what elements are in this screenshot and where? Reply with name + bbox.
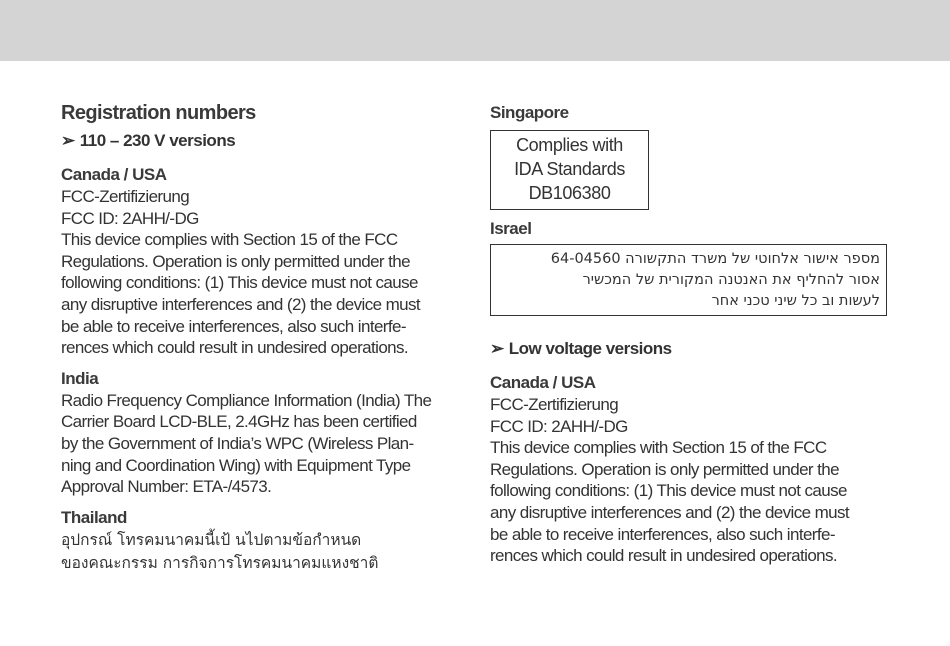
text-line: any disruptive interferences and (2) the device must — [61, 294, 421, 314]
box-line: מספר אישור אלחוטי של משרד התקשורה 64-04560 — [550, 251, 880, 267]
text-line: rences which could result in undesired operations. — [61, 338, 409, 358]
section-heading: Singapore — [490, 103, 569, 122]
text-line: Approval Number: ETA-/4573. — [61, 477, 272, 497]
canada-usa-section — [490, 372, 890, 567]
arrow-right-icon: ➢ — [490, 339, 504, 358]
text-line: be able to receive interferences, also such interfe- — [61, 316, 406, 336]
text-line: following conditions: (1) This device must not cause — [490, 481, 847, 501]
section-heading: Israel — [490, 219, 532, 238]
text-line: by the Government of India’s WPC (Wireless Plan- — [61, 433, 414, 453]
india-section — [61, 368, 461, 498]
thailand-section — [61, 507, 461, 575]
version-heading — [490, 338, 890, 360]
text-line: Carrier Board LCD-BLE, 2.4GHz has been certified — [61, 412, 417, 432]
box-line: Complies with — [516, 135, 623, 155]
section-heading: India — [61, 368, 99, 388]
singapore-section — [490, 100, 890, 210]
text-line: following conditions: (1) This device must not cause — [61, 273, 418, 293]
text-line: any disruptive interferences and (2) the device must — [490, 502, 850, 522]
box-line: אסור להחליף את האנטנה המקורית של המכשיר — [582, 272, 880, 288]
version-label: Low voltage versions — [508, 339, 672, 358]
text-line: ของคณะกรรม การกิจการโทรคมนาคมแหงชาติ — [61, 553, 379, 572]
section-heading: Thailand — [61, 507, 127, 527]
text-line: This device complies with Section 15 of the FCC — [490, 438, 827, 458]
version-label: 110 – 230 V versions — [79, 131, 236, 150]
text-line: FCC ID: 2AHH/-DG — [61, 208, 199, 228]
text-line: อุปกรณ์ โทรคมนาคมนี้เป้ นไปตามข้อกำหนด — [61, 530, 362, 549]
page-header-band — [0, 0, 950, 61]
text-line: ning and Coordination Wing) with Equipment Type — [61, 455, 411, 475]
text-line: FCC-Zertifizierung — [61, 187, 190, 206]
left-column — [61, 100, 461, 575]
section-heading: Canada / USA — [61, 165, 167, 184]
page-title: Registration numbers — [61, 102, 256, 124]
text-line: rences which could result in undesired operations. — [490, 546, 838, 566]
text-line: be able to receive interferences, also such interfe- — [490, 524, 835, 544]
right-column — [490, 100, 890, 567]
text-line: FCC ID: 2AHH/-DG — [490, 416, 628, 436]
text-line: This device complies with Section 15 of the FCC — [61, 230, 398, 250]
box-line: DB106380 — [528, 183, 611, 203]
canada-usa-section — [61, 164, 461, 359]
version-heading — [61, 130, 461, 152]
text-line: Regulations. Operation is only permitted under the — [490, 459, 839, 479]
text-line: Regulations. Operation is only permitted under the — [61, 251, 410, 271]
text-line: FCC-Zertifizierung — [490, 395, 619, 414]
israel-compliance-box — [490, 244, 887, 316]
arrow-right-icon: ➢ — [61, 131, 75, 150]
singapore-compliance-box — [490, 130, 649, 210]
box-line: IDA Standards — [514, 159, 625, 179]
box-line: לעשות וב כל שיני טכני אחר — [711, 293, 880, 309]
text-line: Radio Frequency Compliance Information (India) The — [61, 390, 432, 410]
israel-section — [490, 218, 890, 316]
section-heading: Canada / USA — [490, 373, 596, 392]
